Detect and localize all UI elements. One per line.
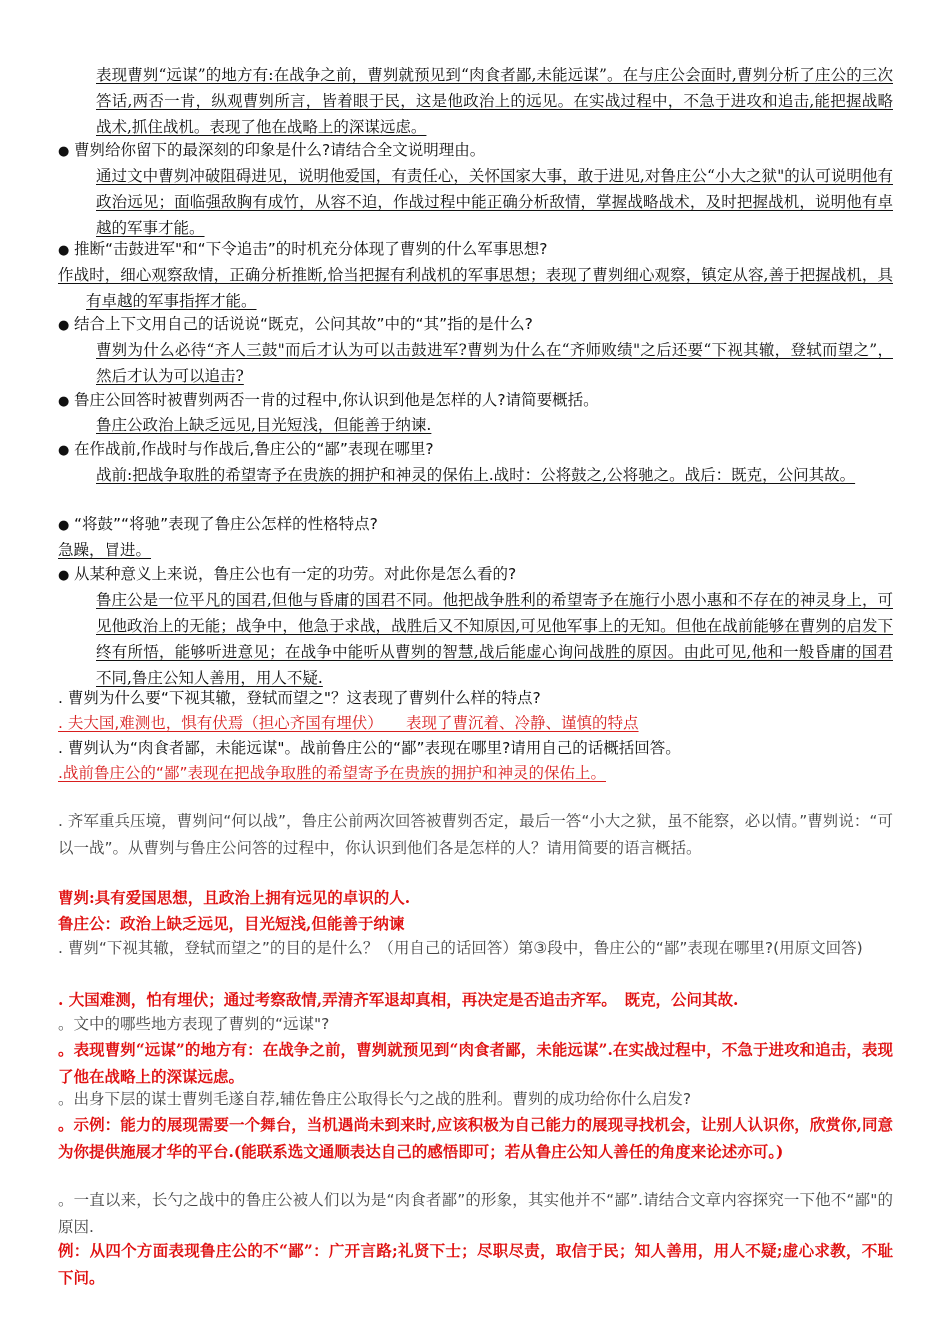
bullet-icon: ● [58, 318, 70, 333]
answer-where-yuanmou: 。表现曹刿“远谋”的地方有：在战争之前，曹刿就预见到“肉食者鄙，未能远谋”.在实战过程中，不急于进攻和追击，表现了他在战略上的深谋远虑。 [58, 1040, 893, 1086]
answer-bi-before-war: .战前鲁庄公的“鄙”表现在把战争取胜的希望寄予在贵族的拥护和神灵的保佑上。 [58, 764, 606, 782]
answer-xiashi: . 夫大国,难测也，惧有伏焉（担心齐国有埋伏） 表现了曹沉着、冷静、谨慎的特点 [58, 714, 639, 732]
question-xiashi: . 曹刿为什么要“下视其辙，登轼而望之"？这表现了曹刿什么样的特点? [58, 689, 541, 707]
answer-zhuanggong-person: 鲁庄公政治上缺乏远见,目光短浅，但能善于纳谏. [96, 416, 432, 434]
answer-qi: 曹刿为什么必待“齐人三鼓"而后才认为可以击鼓进军?曹刿为什么在“齐师败绩"之后还要“下视其辙，登轼而望之”，然后才认为可以追击? [96, 341, 893, 385]
question-bi-before-war: . 曹刿认为“肉食者鄙，未能远谋"。战前鲁庄公的“鄙”表现在哪里?请用自己的话概括回答。 [58, 739, 681, 757]
answer-impression: 通过文中曹刿冲破阻碍进见，说明他爱国，有责任心，关怀国家大事，敢于进见,对鲁庄公“小大之狱"的认可说明他有政治远见；面临强敌胸有成竹，从容不迫，作战过程中能正确分析敌情，掌握战略战术，及时把握战机，说明他有卓越的军事才能。 [96, 167, 893, 237]
question-character: ● “将鼓”“将驰”表现了鲁庄公怎样的性格特点? [58, 511, 893, 539]
bullet-icon: ● [58, 443, 70, 458]
bullet-icon: ● [58, 243, 70, 258]
answer-character: 急躁，冒进。 [58, 541, 152, 559]
answer-zhuanggong: 鲁庄公：政治上缺乏远见，目光短浅,但能善于纳谏 [58, 914, 405, 933]
question-dialogue: . 齐军重兵压境，曹刿问“何以战”，鲁庄公前两次回答被曹刿否定，最后一答“小大之狱，虽不能察，必以情。”曹刿说：“可以一战”。从曹刿与鲁庄公问答的过程中，你认识到他们各是怎样的人？请用简要的语言概括。 [58, 812, 893, 857]
question-where-yuanmou: 。文中的哪些地方表现了曹刿的“远谋"? [58, 1015, 330, 1033]
question-purpose: . 曹刿“下视其辙，登轼而望之”的目的是什么？（用自己的话回答）第③段中，鲁庄公的“鄙”表现在哪里?(用原文回答) [58, 939, 863, 957]
question-bi-three-stages: ● 在作战前,作战时与作战后,鲁庄公的“鄙”表现在哪里? [58, 436, 893, 464]
question-impression: ● 曹刿给你留下的最深刻的印象是什么?请结合全文说明理由。 [58, 137, 893, 165]
answer-merit: 鲁庄公是一位平凡的国君,但他与昏庸的国君不同。他把战争胜利的希望寄予在施行小恩小惠和不存在的神灵身上，可见他政治上的无能；战争中，他急于求战，战胜后又不知原因,可见他军事上的无知。但他在战前能够在曹刿的启发下终有所悟，能够听进意见；在战争中能听从曹刿的智慧,战后能虚心询问战胜的原因。由此可见,他和一般昏庸的国君不同,鲁庄公知人善用，用人不疑. [96, 591, 893, 687]
answer-not-bi: 例：从四个方面表现鲁庄公的不“鄙”：广开言路;礼贤下士；尽职尽责，取信于民；知人善用，用人不疑;虚心求教，不耻下问。 [58, 1241, 893, 1287]
question-military-thought: ● 推断“击鼓进军"和“下令追击”的时机充分体现了曹刿的什么军事思想? [58, 236, 893, 264]
answer-military-thought: 作战时，细心观察敌情，正确分析推断,恰当把握有利战机的军事思想；表现了曹刿细心观察，镇定从容,善于把握战机，具有卓越的军事指挥才能。 [58, 266, 893, 310]
question-qi: ● 结合上下文用自己的话说说“既克，公问其故”中的“其”指的是什么? [58, 311, 893, 339]
answer-inspiration: 。示例：能力的展现需要一个舞台，当机遇尚未到来时,应该积极为自己能力的展现寻找机会，让别人认识你，欣赏你,同意为你提供施展才华的平台.(能联系选文通顺表达自己的感悟即可；若从鲁庄公知人善任的角度来论述亦可。) [58, 1115, 893, 1161]
answer-yuanmou: 表现曹刿“远谋”的地方有:在战争之前，曹刿就预见到“肉食者鄙,未能远谋”。在与庄公会面时,曹刿分析了庄公的三次答话,两否一肯，纵观曹刿所言，皆着眼于民，这是他政治上的远见。在实战过程中，不急于进攻和追击,能把握战略战术,抓住战机。表现了他在战略上的深谋远虑。 [96, 66, 893, 136]
answer-bi-three-stages: 战前:把战争取胜的希望寄予在贵族的拥护和神灵的保佑上.战时：公将鼓之,公将驰之。战后：既克，公问其故。 [96, 466, 856, 484]
question-not-bi: 。一直以来，长勺之战中的鲁庄公被人们以为是“肉食者鄙”的形象，其实他并不“鄙”.请结合文章内容探究一下他不“鄙"的原因. [58, 1191, 893, 1236]
question-merit: ● 从某种意义上来说，鲁庄公也有一定的功劳。对此你是怎么看的? [58, 561, 893, 589]
question-zhuanggong-person: ● 鲁庄公回答时被曹刿两否一肯的过程中,你认识到他是怎样的人?请简要概括。 [58, 387, 893, 415]
bullet-icon: ● [58, 518, 70, 533]
bullet-icon: ● [58, 394, 70, 409]
bullet-icon: ● [58, 144, 70, 159]
answer-caogui: 曹刿:具有爱国思想，且政治上拥有远见的卓识的人. [58, 888, 411, 907]
question-inspiration: 。出身下层的谋士曹刿毛遂自荐,辅佐鲁庄公取得长勺之战的胜利。曹刿的成功给你什么启发? [58, 1090, 692, 1108]
bullet-icon: ● [58, 568, 70, 583]
answer-purpose: . 大国难测，怕有埋伏；通过考察敌情,弄清齐军退却真相，再决定是否追击齐军。 既克，公问其故. [58, 990, 739, 1009]
